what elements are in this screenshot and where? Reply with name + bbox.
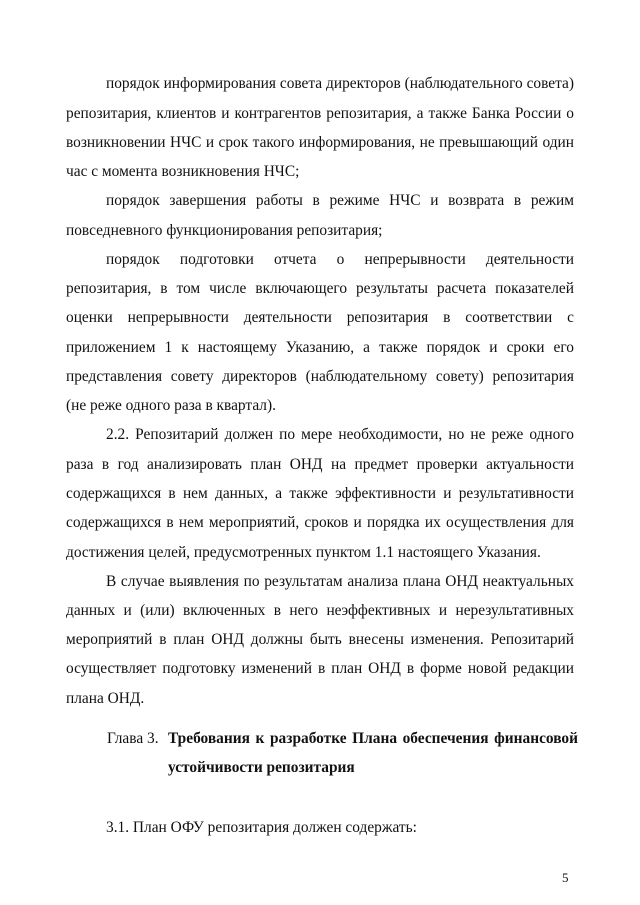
text-line: раза в год анализировать план ОНД на предмет проверки актуальности xyxy=(66,456,574,473)
text-line: содержащихся в нем мероприятий, сроков и порядка их осуществления для xyxy=(66,514,574,531)
text-line: В случае выявления по результатам анализа плана ОНД неактуальных xyxy=(106,573,574,590)
chapter-title-line-1: Требования к разработке Плана обеспечения финансовой xyxy=(168,730,578,747)
text-line: 2.2. Репозитарий должен по мере необходимости, но не реже одного xyxy=(106,426,574,443)
text-line: содержащихся в нем данных, а также эффективности и результативности xyxy=(66,485,574,502)
text-line: оценки непрерывности деятельности репозитария в соответствии с xyxy=(66,309,574,326)
text-line: осуществляет подготовку изменений в план ОНД в форме новой редакции xyxy=(66,660,574,677)
text-line: плана ОНД. xyxy=(66,690,145,707)
text-line: порядок завершения работы в режиме НЧС и возврата в режим xyxy=(106,192,574,209)
text-line: данных и (или) включенных в него неэффективных и нерезультативных xyxy=(66,602,574,619)
text-line: порядок информирования совета директоров (наблюдательного совета) xyxy=(106,75,574,92)
text-line: час с момента возникновения НЧС; xyxy=(66,163,300,180)
chapter-number: Глава 3. xyxy=(107,730,159,747)
page-number: 5 xyxy=(562,870,569,885)
text-line: репозитария, в том числе включающего результаты расчета показателей xyxy=(66,280,574,297)
text-line: порядок подготовки отчета о непрерывности деятельности xyxy=(106,251,574,268)
chapter-title-line-2: устойчивости репозитария xyxy=(168,759,355,776)
text-line: приложением 1 к настоящему Указанию, а также порядок и сроки его xyxy=(66,339,574,356)
text-line: мероприятий в план ОНД должны быть внесены изменения. Репозитарий xyxy=(66,631,574,648)
text-line: достижения целей, предусмотренных пунктом 1.1 настоящего Указания. xyxy=(66,544,541,561)
text-line: представления совету директоров (наблюдательному совету) репозитария xyxy=(66,368,574,385)
text-line: возникновении НЧС и срок такого информирования, не превышающий один xyxy=(66,134,574,151)
section-3-1-text: 3.1. План ОФУ репозитария должен содержать: xyxy=(106,819,417,836)
text-line: (не реже одного раза в квартал). xyxy=(66,397,276,414)
text-line: повседневного функционирования репозитария; xyxy=(66,222,383,239)
text-line: репозитария, клиентов и контрагентов репозитария, а также Банка России о xyxy=(66,105,574,122)
